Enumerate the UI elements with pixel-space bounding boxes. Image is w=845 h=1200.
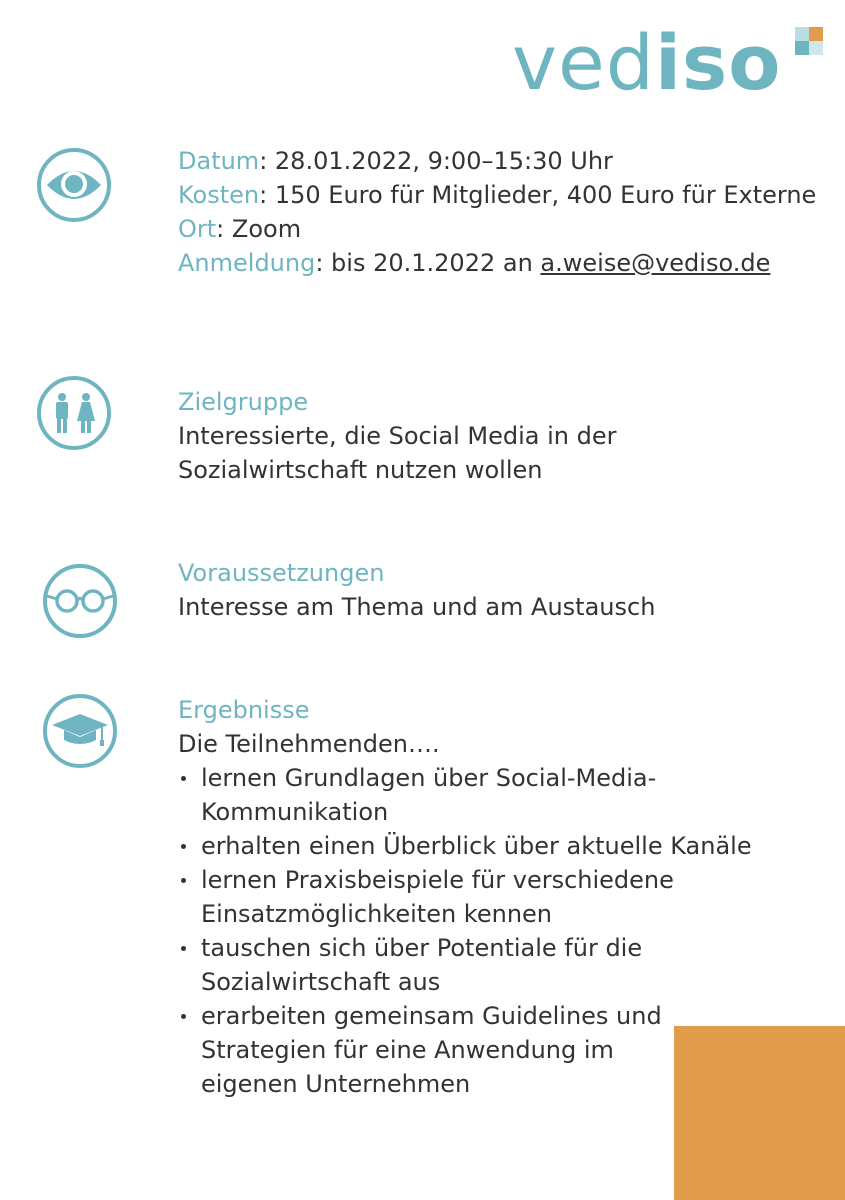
list-item: erarbeiten gemeinsam Guidelines und Strategien für eine Anwendung im eigenen Unternehmen xyxy=(178,999,681,1101)
anmeldung-line xyxy=(178,246,818,280)
logo-text-light: ved xyxy=(512,18,655,107)
logo-mark-icon xyxy=(795,27,823,55)
ergebnisse-intro: Die Teilnehmenden…. xyxy=(178,730,440,758)
list-item: tauschen sich über Potentiale für die Sozialwirtschaft aus xyxy=(178,931,721,999)
eye-icon xyxy=(36,147,112,223)
ort-value: : Zoom xyxy=(216,215,302,243)
zielgruppe-text: Interessierte, die Social Media in der Sozialwirtschaft nutzen wollen xyxy=(178,422,617,484)
ort-label: Ort xyxy=(178,215,217,243)
zielgruppe-section xyxy=(178,385,818,487)
anmeldung-label: Anmeldung xyxy=(178,249,316,277)
zielgruppe-heading: Zielgruppe xyxy=(178,388,309,416)
voraussetzungen-heading: Voraussetzungen xyxy=(178,559,385,587)
kosten-label: Kosten xyxy=(178,181,260,209)
datum-value: : 28.01.2022, 9:00–15:30 Uhr xyxy=(259,147,613,175)
kosten-value: : 150 Euro für Mitglieder, 400 Euro für Externe xyxy=(259,181,817,209)
graduation-cap-icon xyxy=(42,693,118,769)
ergebnisse-heading: Ergebnisse xyxy=(178,696,310,724)
email-link[interactable]: a.weise@vediso.de xyxy=(540,249,771,277)
datum-label: Datum xyxy=(178,147,260,175)
ort-line xyxy=(178,212,818,246)
datum-line xyxy=(178,144,818,178)
vediso-logo xyxy=(512,18,781,108)
list-item: lernen Grundlagen über Social-Media-Kommunikation xyxy=(178,761,701,829)
anmeldung-value: : bis 20.1.2022 an xyxy=(315,249,541,277)
voraussetzungen-section xyxy=(178,556,818,624)
voraussetzungen-text: Interesse am Thema und am Austausch xyxy=(178,593,656,621)
orange-accent-box xyxy=(674,1026,845,1200)
kosten-line xyxy=(178,178,818,212)
event-info xyxy=(178,144,818,280)
glasses-icon xyxy=(42,563,118,639)
list-item: erhalten einen Überblick über aktuelle Kanäle xyxy=(178,829,831,863)
logo-text-bold: iso xyxy=(654,18,782,107)
list-item: lernen Praxisbeispiele für verschiedene Einsatzmöglichkeiten kennen xyxy=(178,863,761,931)
people-icon xyxy=(36,375,112,451)
